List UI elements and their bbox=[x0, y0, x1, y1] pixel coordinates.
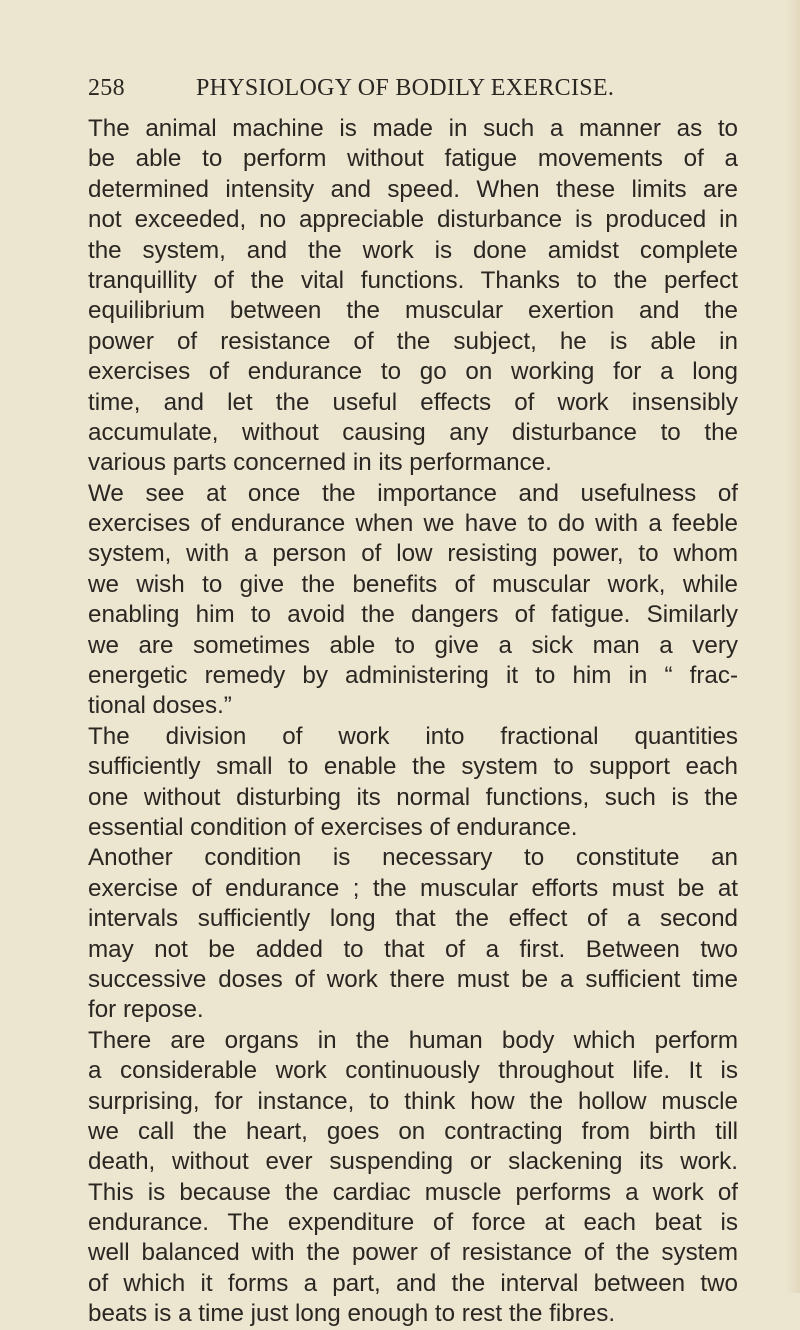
text-line: power of resistance of the subject, he is able in bbox=[88, 327, 738, 355]
text-line: We see at once the importance and usefulness of bbox=[88, 479, 738, 507]
text-line: essential condition of exercises of endurance. bbox=[88, 813, 578, 841]
text-line: This is because the cardiac muscle performs a work of bbox=[88, 1178, 738, 1206]
text-line: determined intensity and speed. When these limits are bbox=[88, 175, 738, 203]
text-line: well balanced with the power of resistance of the system bbox=[88, 1239, 738, 1267]
text-line: enabling him to avoid the dangers of fatigue. Similarly bbox=[88, 601, 738, 629]
text-line: system, with a person of low resisting power, to whom bbox=[88, 540, 738, 568]
text-line: surprising, for instance, to think how the hollow muscle bbox=[88, 1087, 738, 1115]
text-line: accumulate, without causing any disturbance to the bbox=[88, 418, 738, 446]
running-head bbox=[88, 72, 738, 104]
text-line: tional doses.” bbox=[88, 692, 232, 720]
text-line: be able to perform without fatigue movements of a bbox=[88, 145, 738, 173]
text-line: successive doses of work there must be a sufficient time bbox=[88, 965, 738, 993]
text-line: sufficiently small to enable the system to support each bbox=[88, 753, 738, 781]
body-text bbox=[88, 114, 738, 1330]
text-line: not exceeded, no appreciable disturbance is produced in bbox=[88, 206, 738, 234]
text-line: endurance. The expenditure of force at each beat is bbox=[88, 1209, 738, 1237]
text-line: beats is a time just long enough to rest the fibres. bbox=[88, 1300, 616, 1328]
text-line: energetic remedy by administering it to him in “ frac- bbox=[88, 662, 738, 690]
running-title: PHYSIOLOGY OF BODILY EXERCISE. bbox=[196, 75, 615, 101]
text-line: for repose. bbox=[88, 996, 204, 1024]
text-line: death, without ever suspending or slackening its work. bbox=[88, 1148, 738, 1176]
text-line: There are organs in the human body which perform bbox=[88, 1026, 738, 1054]
text-line: a considerable work continuously throughout life. It is bbox=[88, 1057, 738, 1085]
page-number: 258 bbox=[88, 75, 125, 101]
text-line: equilibrium between the muscular exertion and the bbox=[88, 297, 738, 325]
text-line: Another condition is necessary to constitute an bbox=[88, 844, 738, 872]
text-line: may not be added to that of a first. Between two bbox=[88, 935, 738, 963]
paragraph bbox=[88, 114, 738, 479]
paragraph bbox=[88, 843, 738, 1025]
paragraph bbox=[88, 479, 738, 722]
text-line: the system, and the work is done amidst complete bbox=[88, 236, 738, 264]
text-line: The division of work into fractional quantities bbox=[88, 722, 738, 750]
text-line: exercises of endurance when we have to do with a feeble bbox=[88, 510, 738, 538]
text-line: we wish to give the benefits of muscular work, while bbox=[88, 570, 738, 598]
text-line: we call the heart, goes on contracting from birth till bbox=[88, 1117, 738, 1145]
text-line: one without disturbing its normal functions, such is the bbox=[88, 783, 738, 811]
text-line: of which it forms a part, and the interval between two bbox=[88, 1269, 738, 1297]
paragraph bbox=[88, 722, 738, 844]
text-line: we are sometimes able to give a sick man a very bbox=[88, 631, 738, 659]
paragraph bbox=[88, 1026, 738, 1330]
text-line: The animal machine is made in such a manner as to bbox=[88, 115, 738, 142]
text-line: time, and let the useful effects of work insensibly bbox=[88, 388, 738, 416]
text-line: exercises of endurance to go on working for a long bbox=[88, 358, 738, 386]
page-edge bbox=[786, 0, 800, 1293]
text-line: exercise of endurance ; the muscular efforts must be at bbox=[88, 874, 738, 902]
text-line: various parts concerned in its performance. bbox=[88, 449, 552, 477]
text-line: intervals sufficiently long that the effect of a second bbox=[88, 905, 738, 933]
text-line: tranquillity of the vital functions. Thanks to the perfect bbox=[88, 266, 738, 294]
